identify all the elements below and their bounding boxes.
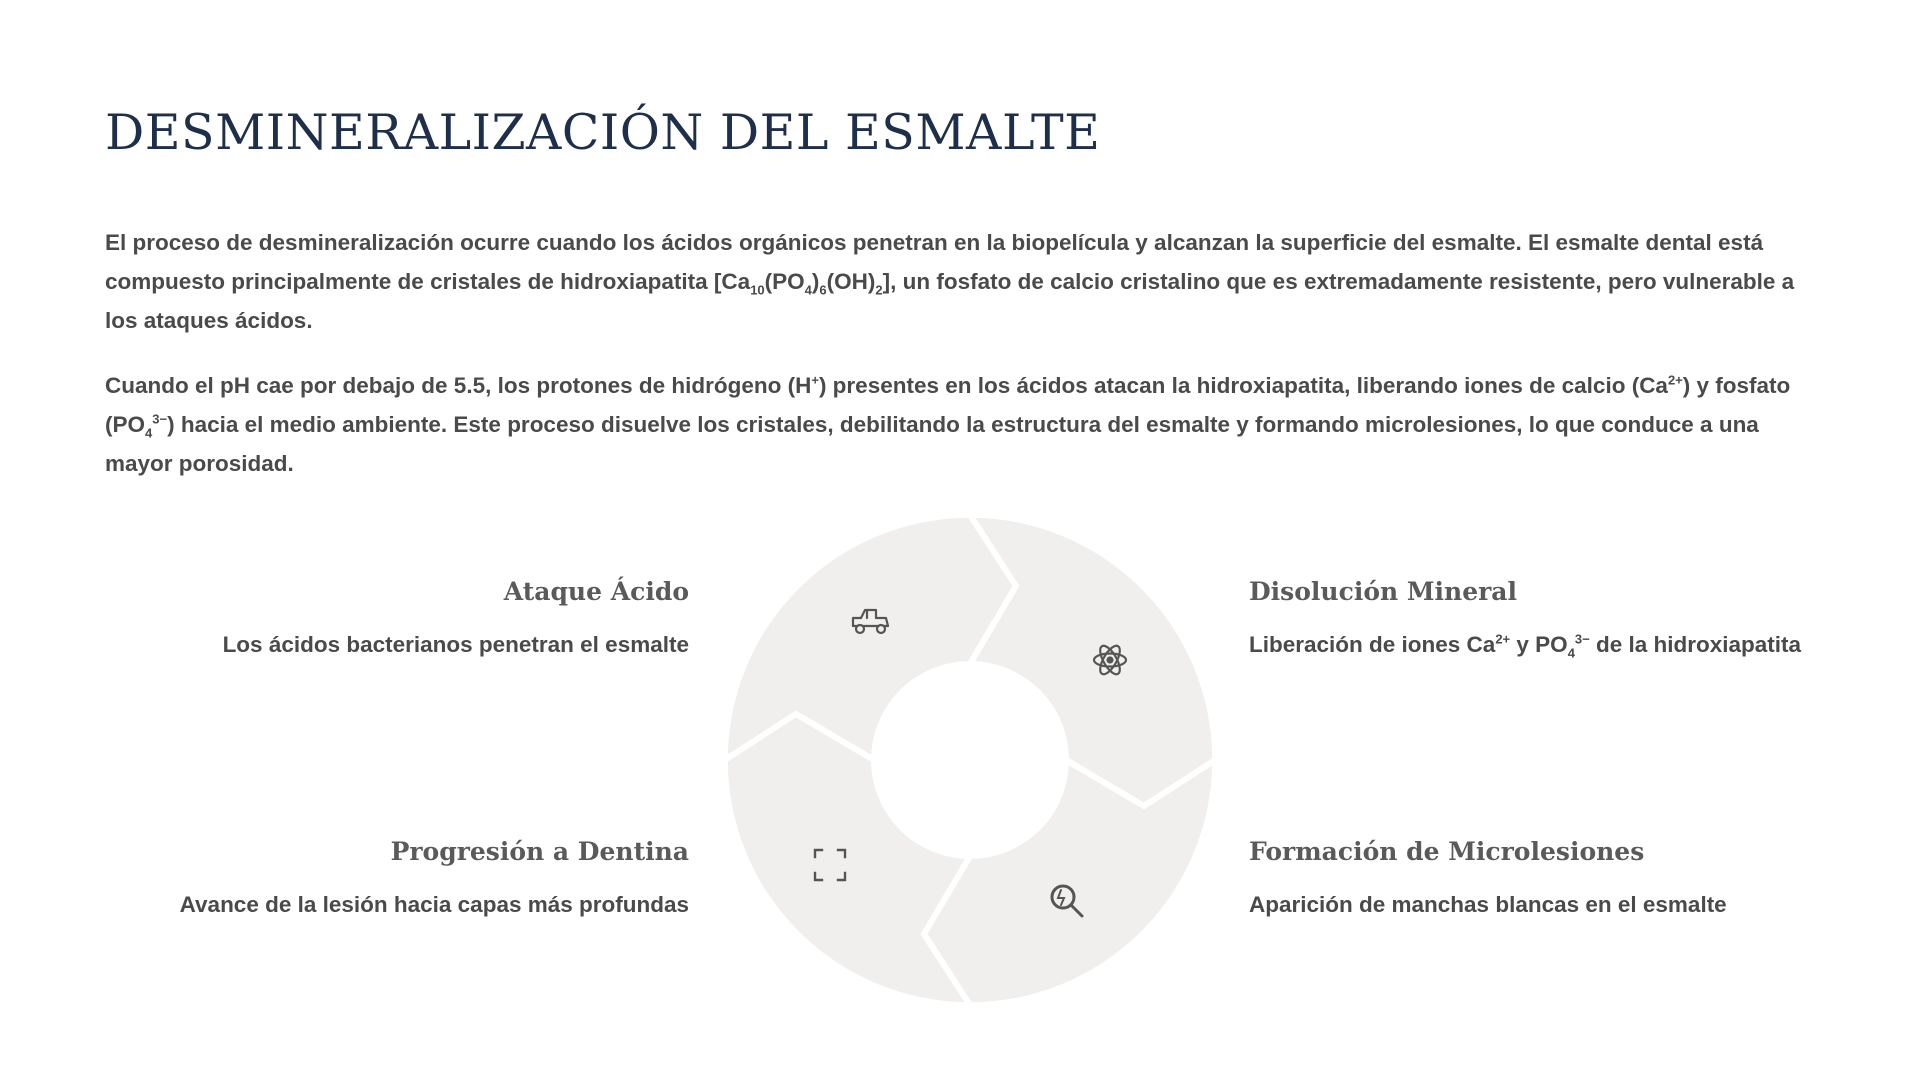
stage-desc-ataque: Los ácidos bacterianos penetran el esmalte [222, 632, 689, 657]
stage-title-progresion: Progresión a Dentina [390, 837, 689, 866]
stage-title-ataque: Ataque Ácido [503, 577, 689, 606]
stage-desc-disolucion: Liberación de iones $Ca^{2+}$ y $PO_4^{3-}$ de la hidroxiapatita [1249, 631, 1802, 661]
cycle-segments [725, 515, 1215, 1005]
stage-title-disolucion: Disolución Mineral [1249, 577, 1517, 606]
page-title: DESMINERALIZACIÓN DEL ESMALTE [105, 104, 1101, 161]
stage-title-formacion: Formación de Microlesiones [1249, 837, 1645, 866]
intro-paragraph: El proceso de desmineralización ocurre cuando los ácidos orgánicos penetran en la biopelícula y alcanzan la superficie del esmalte. El esmalte dental está compuesto principalmente de cristales de hidroxiapatita $[Ca_{10}(PO_4)_6(OH)_2]$, un fosfato de calcio cristalino que es extremadamente resistente, pero vulnerable a los ataques ácidos. [105, 230, 1795, 333]
segment-ataque [725, 515, 1016, 760]
ph-paragraph: Cuando el pH cae por debajo de 5.5, los protones de hidrógeno (H+) presentes en los ácidos atacan la hidroxiapatita, liberando iones de calcio $(Ca^{2+})$ y fosfato $(PO_4^{3-})$ hacia el medio ambiente. Este proceso disuelve los cristales, debilitando la estructura del esmalte y formando microlesiones, lo que conduce a una mayor porosidad. [105, 372, 1791, 476]
stage-desc-progresion: Avance de la lesión hacia capas más profundas [179, 892, 689, 917]
segment-formacion [924, 760, 1215, 1005]
segment-progresion [725, 714, 970, 1005]
stage-desc-formacion: Aparición de manchas blancas en el esmalte [1249, 892, 1727, 917]
cycle-diagram [700, 490, 1240, 1030]
segment-disolucion [970, 515, 1215, 806]
